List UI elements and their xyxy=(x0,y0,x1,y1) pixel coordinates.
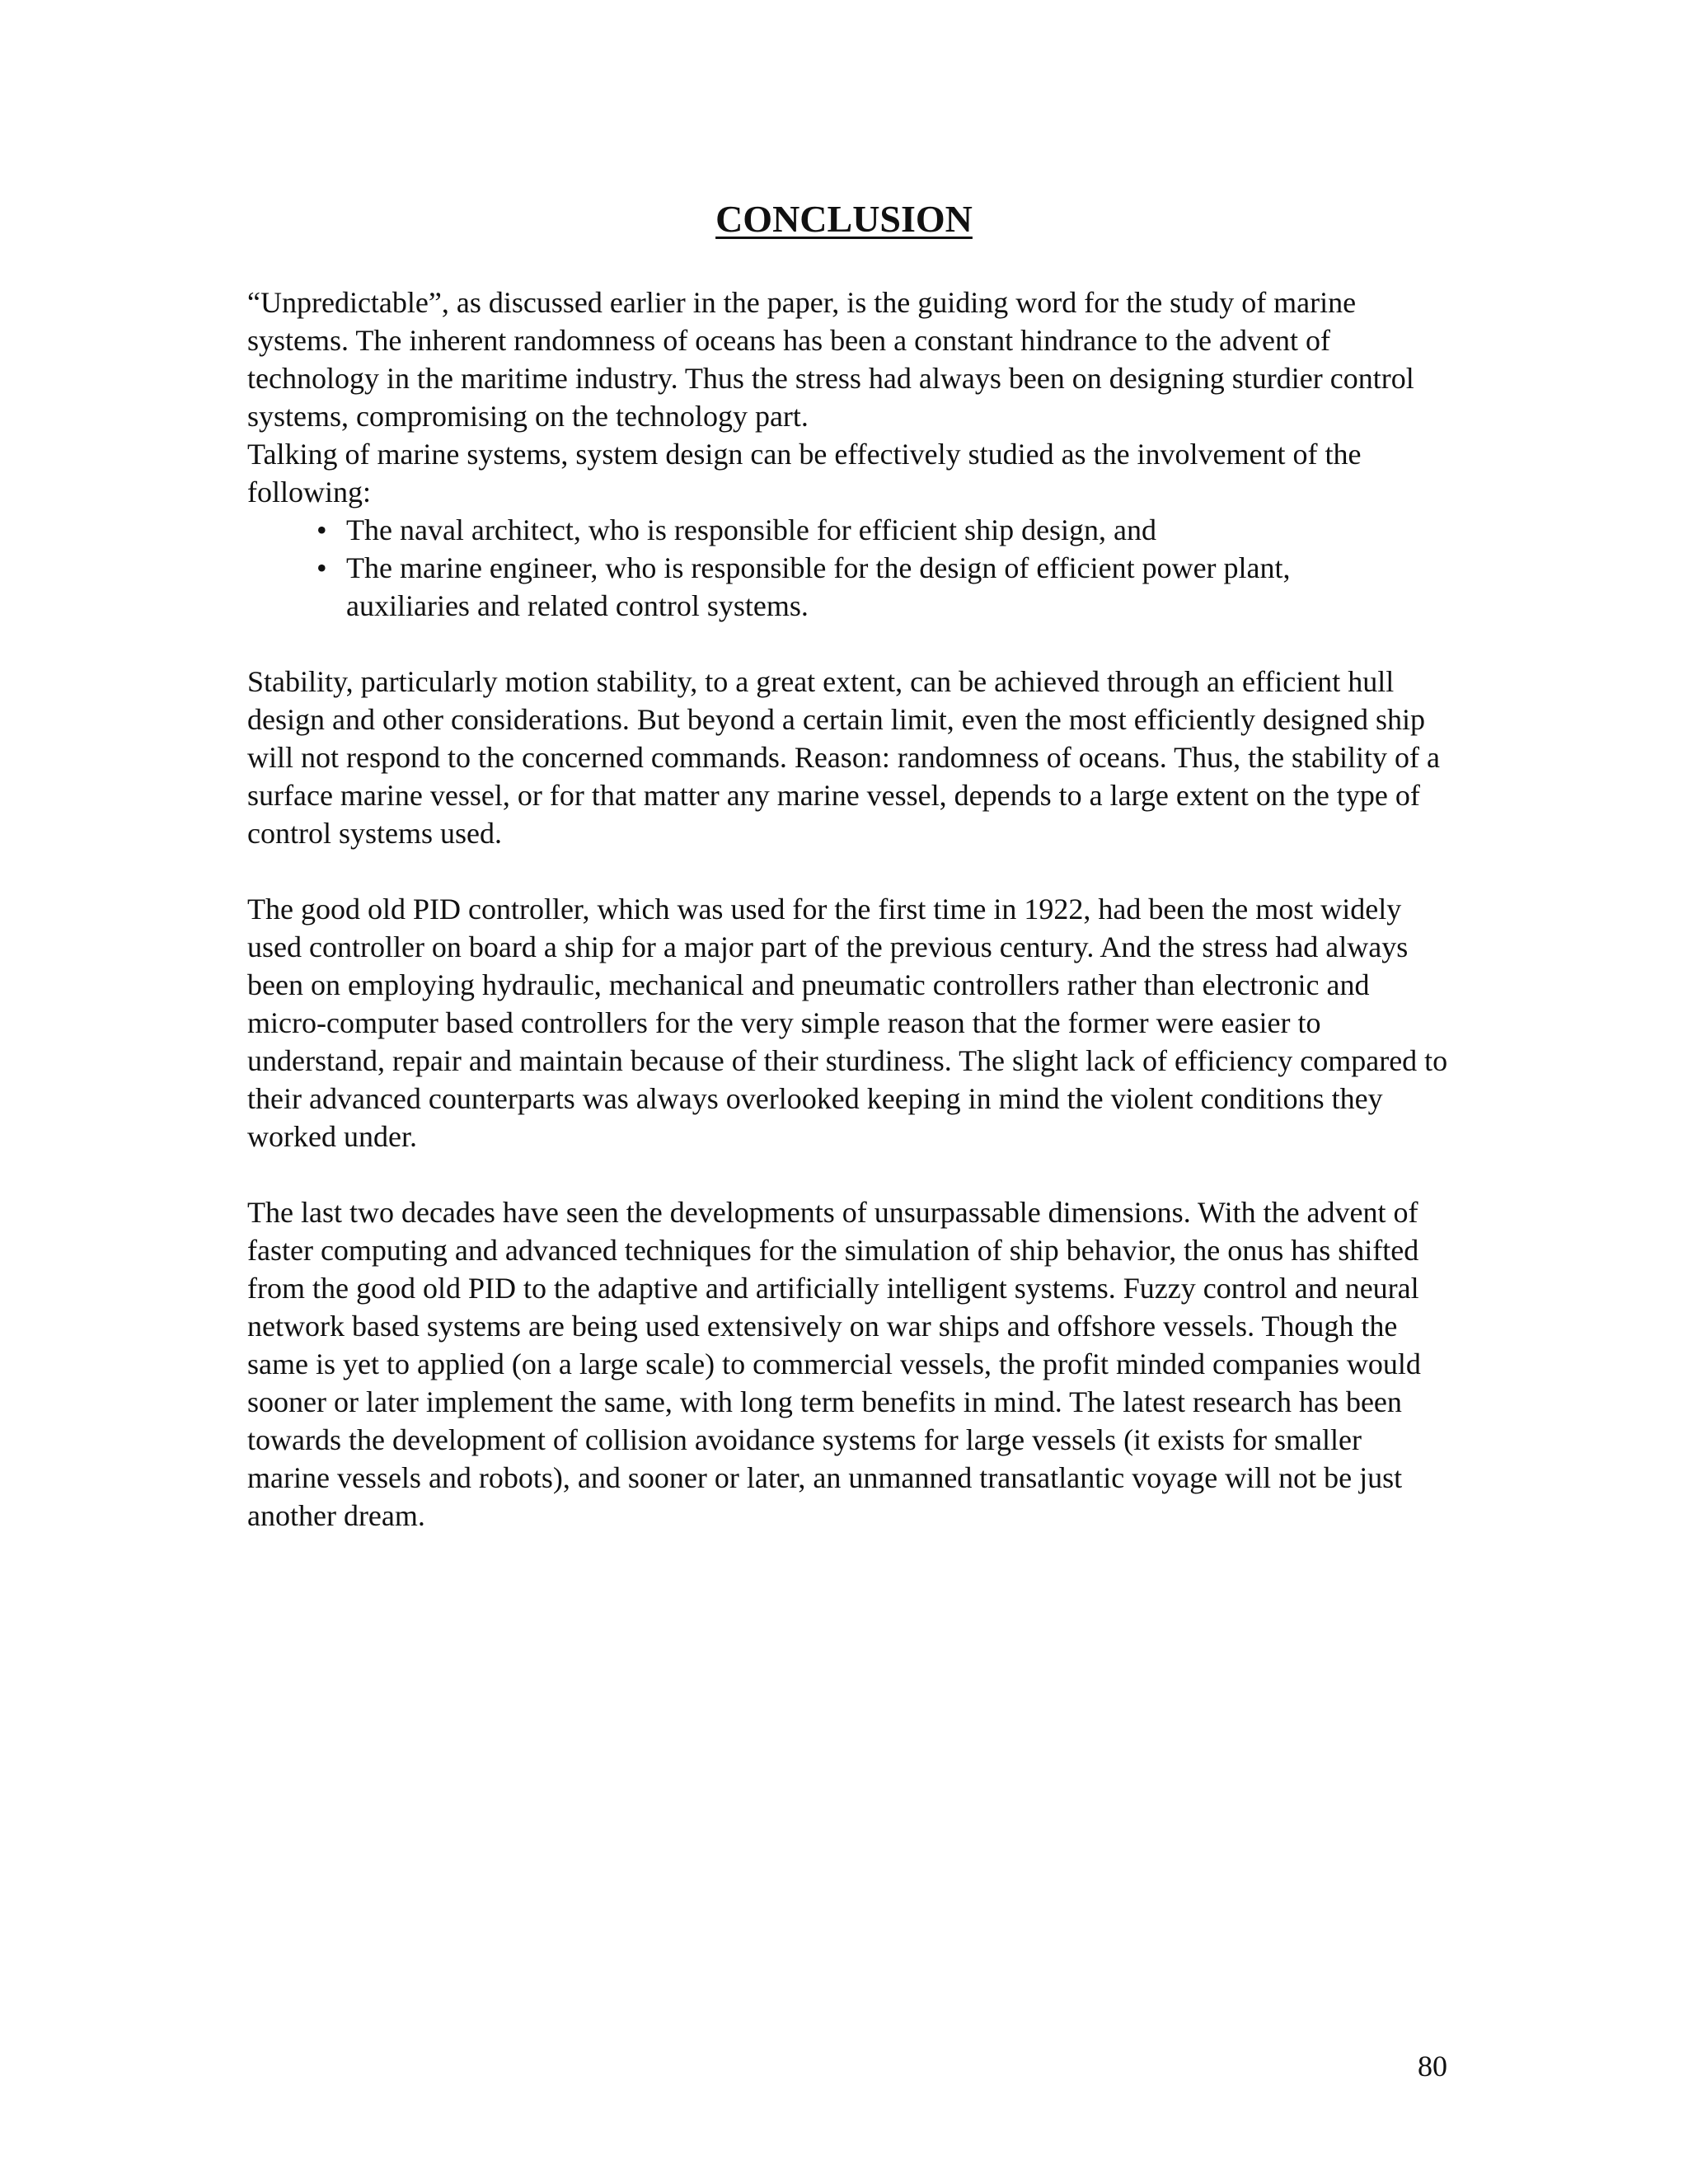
paragraph-intro: “Unpredictable”, as discussed earlier in the paper, is the guiding word for the study of marine systems. The inherent randomness of oceans has been a constant hindrance to the advent of technology in the maritime industry. Thus the stress had always been on designing sturdier control systems, compromising on the technology part. xyxy=(247,286,1414,433)
paragraph-pid-controller: The good old PID controller, which was used for the first time in 1922, had been the most widely used controller on board a ship for a major part of the previous century. And the stress had always been on employing hydraulic, mechanical and pneumatic controllers rather than electronic and micro-computer based controllers for the very simple reason that the former were easier to understand, repair and maintain because of their sturdiness. The slight lack of efficiency compared to their advanced counterparts was always overlooked keeping in mind the violent conditions they worked under. xyxy=(247,893,1448,1153)
paragraph-spacer xyxy=(247,1155,1451,1193)
bullet-icon: • xyxy=(316,513,327,546)
list-item xyxy=(247,549,1418,625)
list-item-text: The naval architect, who is responsible for efficient ship design, and xyxy=(346,513,1157,546)
paragraph-spacer xyxy=(247,625,1451,663)
page-title: CONCLUSION xyxy=(715,198,973,240)
body-text xyxy=(247,284,1451,1535)
paragraph-system-design: Talking of marine systems, system design can be effectively studied as the involvement of the following: xyxy=(247,438,1362,509)
bullet-icon: • xyxy=(316,551,327,584)
page-number: 80 xyxy=(1418,2050,1447,2083)
paragraph-stability: Stability, particularly motion stability, to a great extent, can be achieved through an efficient hull design and other considerations. But beyond a certain limit, even the most efficiently designed ship will not respond to the concerned commands. Reason: randomness of oceans. Thus, the stability of a surface marine vessel, or for that matter any marine vessel, depends to a large extent on the type of control systems used. xyxy=(247,665,1441,850)
paragraph-spacer xyxy=(247,852,1451,890)
list-item xyxy=(247,511,1418,549)
list-item-text: The marine engineer, who is responsible for the design of efficient power plant, auxiliaries and related control systems. xyxy=(346,551,1291,622)
paragraph-recent-developments: The last two decades have seen the developments of unsurpassable dimensions. With the advent of faster computing and advanced techniques for the simulation of ship behavior, the onus has shifted from the good old PID to the adaptive and artificially intelligent systems. Fuzzy control and neural network based systems are being used extensively on war ships and offshore vessels. Though the same is yet to applied (on a large scale) to commercial vessels, the profit minded companies would sooner or later implement the same, with long term benefits in mind. The latest research has been towards the development of collision avoidance systems for large vessels (it exists for smaller marine vessels and robots), and sooner or later, an unmanned transatlantic voyage will not be just another dream. xyxy=(247,1196,1421,1532)
bullet-list xyxy=(247,511,1451,625)
